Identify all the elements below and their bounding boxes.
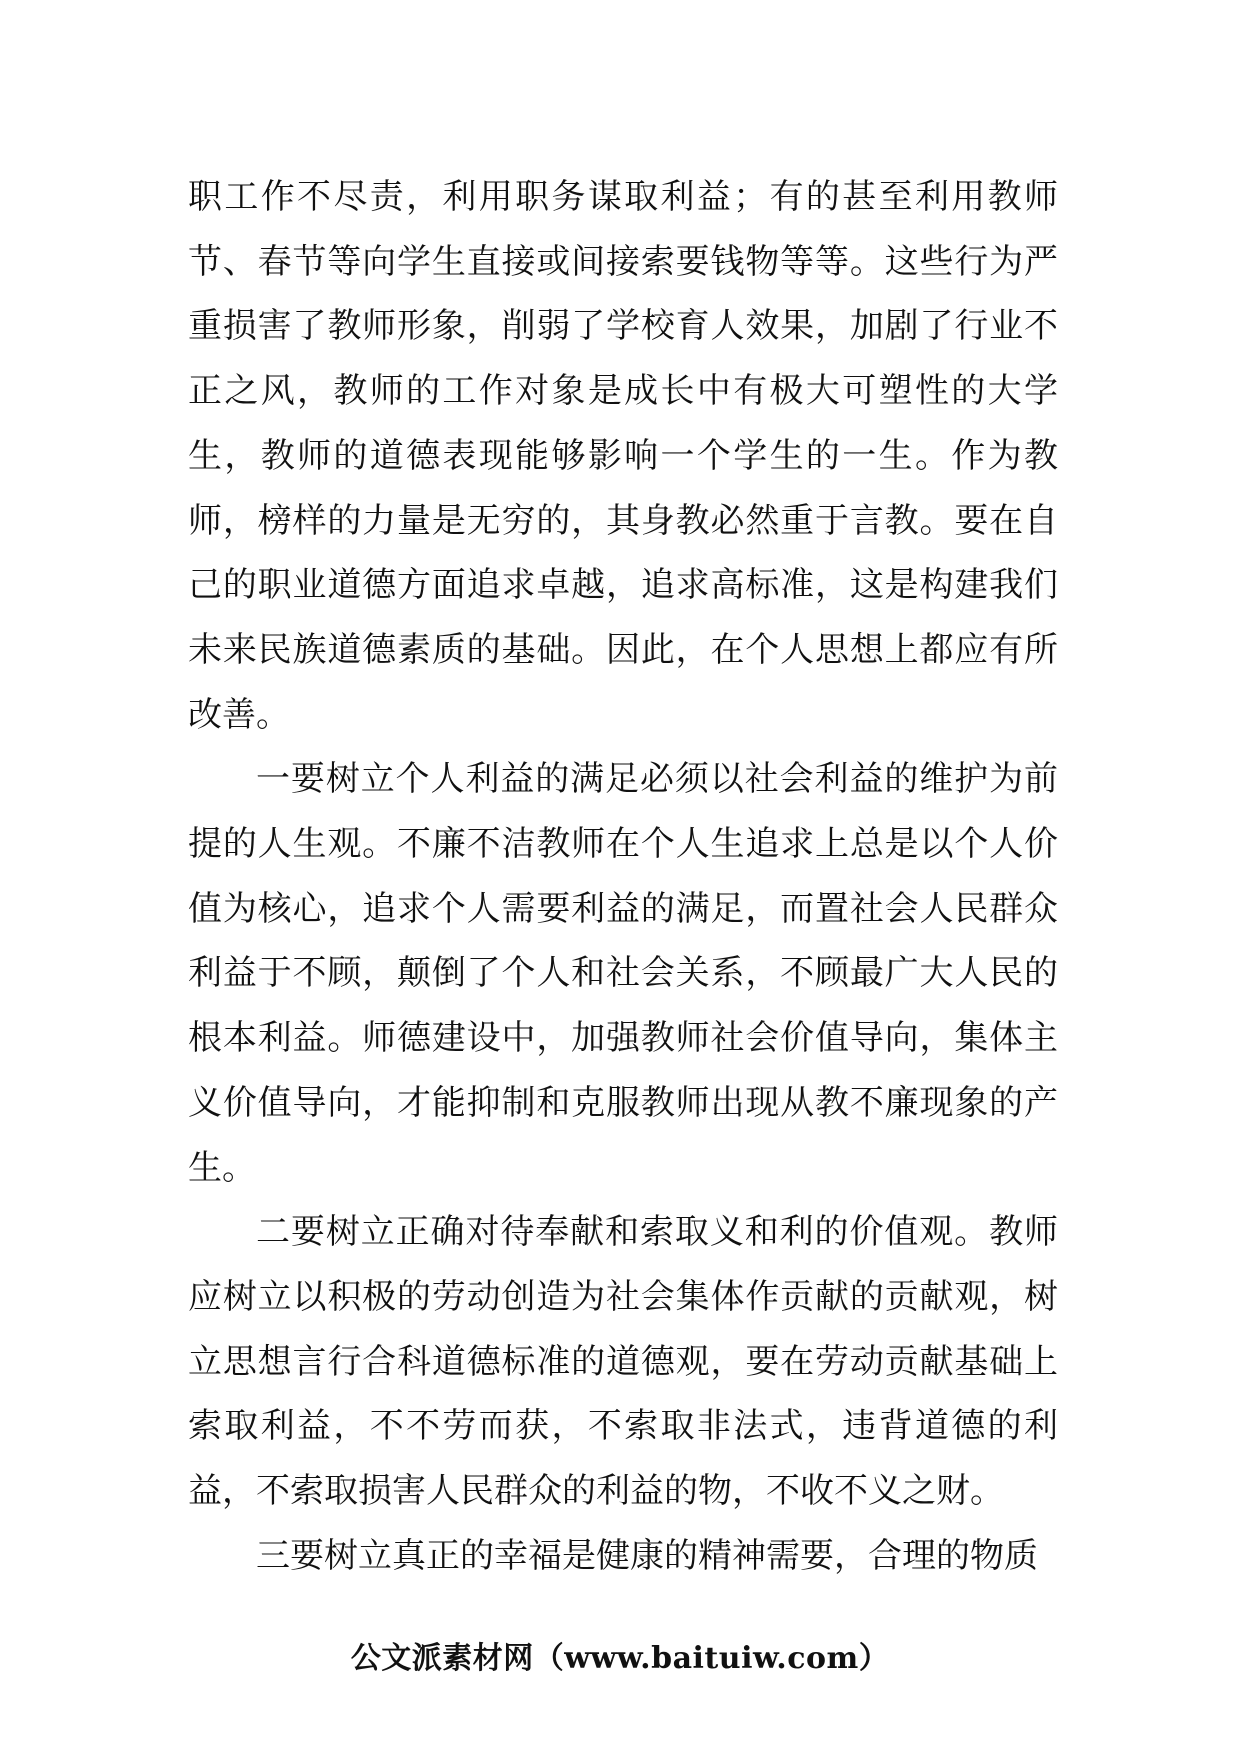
paragraph-3: 二要树立正确对待奉献和索取义和利的价值观。教师应树立以积极的劳动创造为社会集体作贡献的贡献观，树立思想言行合科道德标准的道德观，要在劳动贡献基础上索取利益，不不劳而获，不索取非法式，违背道德的利益，不索取损害人民群众的利益的物，不收不义之财。 (188, 1212, 1058, 1512)
paragraph-2: 一要树立个人利益的满足必须以社会利益的维护为前提的人生观。不廉不洁教师在个人生追求上总是以个人价值为核心，追求个人需要利益的满足，而置社会人民群众利益于不顾，颠倒了个人和社会关系，不顾最广大人民的根本利益。师德建设中，加强教师社会价值导向，集体主义价值导向，才能抑制和克服教师出现从教不廉现象的产生。 (188, 759, 1058, 1188)
footer-watermark-text: 公文派素材网（www.baituiw.com） (350, 1641, 890, 1676)
paragraph-1: 职工作不尽责，利用职务谋取利益；有的甚至利用教师节、春节等向学生直接或间接索要钱物等等。这些行为严重损害了教师形象，削弱了学校育人效果，加剧了行业不正之风，教师的工作对象是成长中有极大可塑性的大学生，教师的道德表现能够影响一个学生的一生。作为教师，榜样的力量是无穷的，其身教必然重于言教。要在自己的职业道德方面追求卓越，追求高标准，这是构建我们未来民族道德素质的基础。因此，在个人思想上都应有所改善。 (188, 177, 1058, 735)
document-body (188, 165, 1058, 1588)
paragraph-4: 三要树立真正的幸福是健康的精神需要，合理的物质 (256, 1535, 1038, 1576)
